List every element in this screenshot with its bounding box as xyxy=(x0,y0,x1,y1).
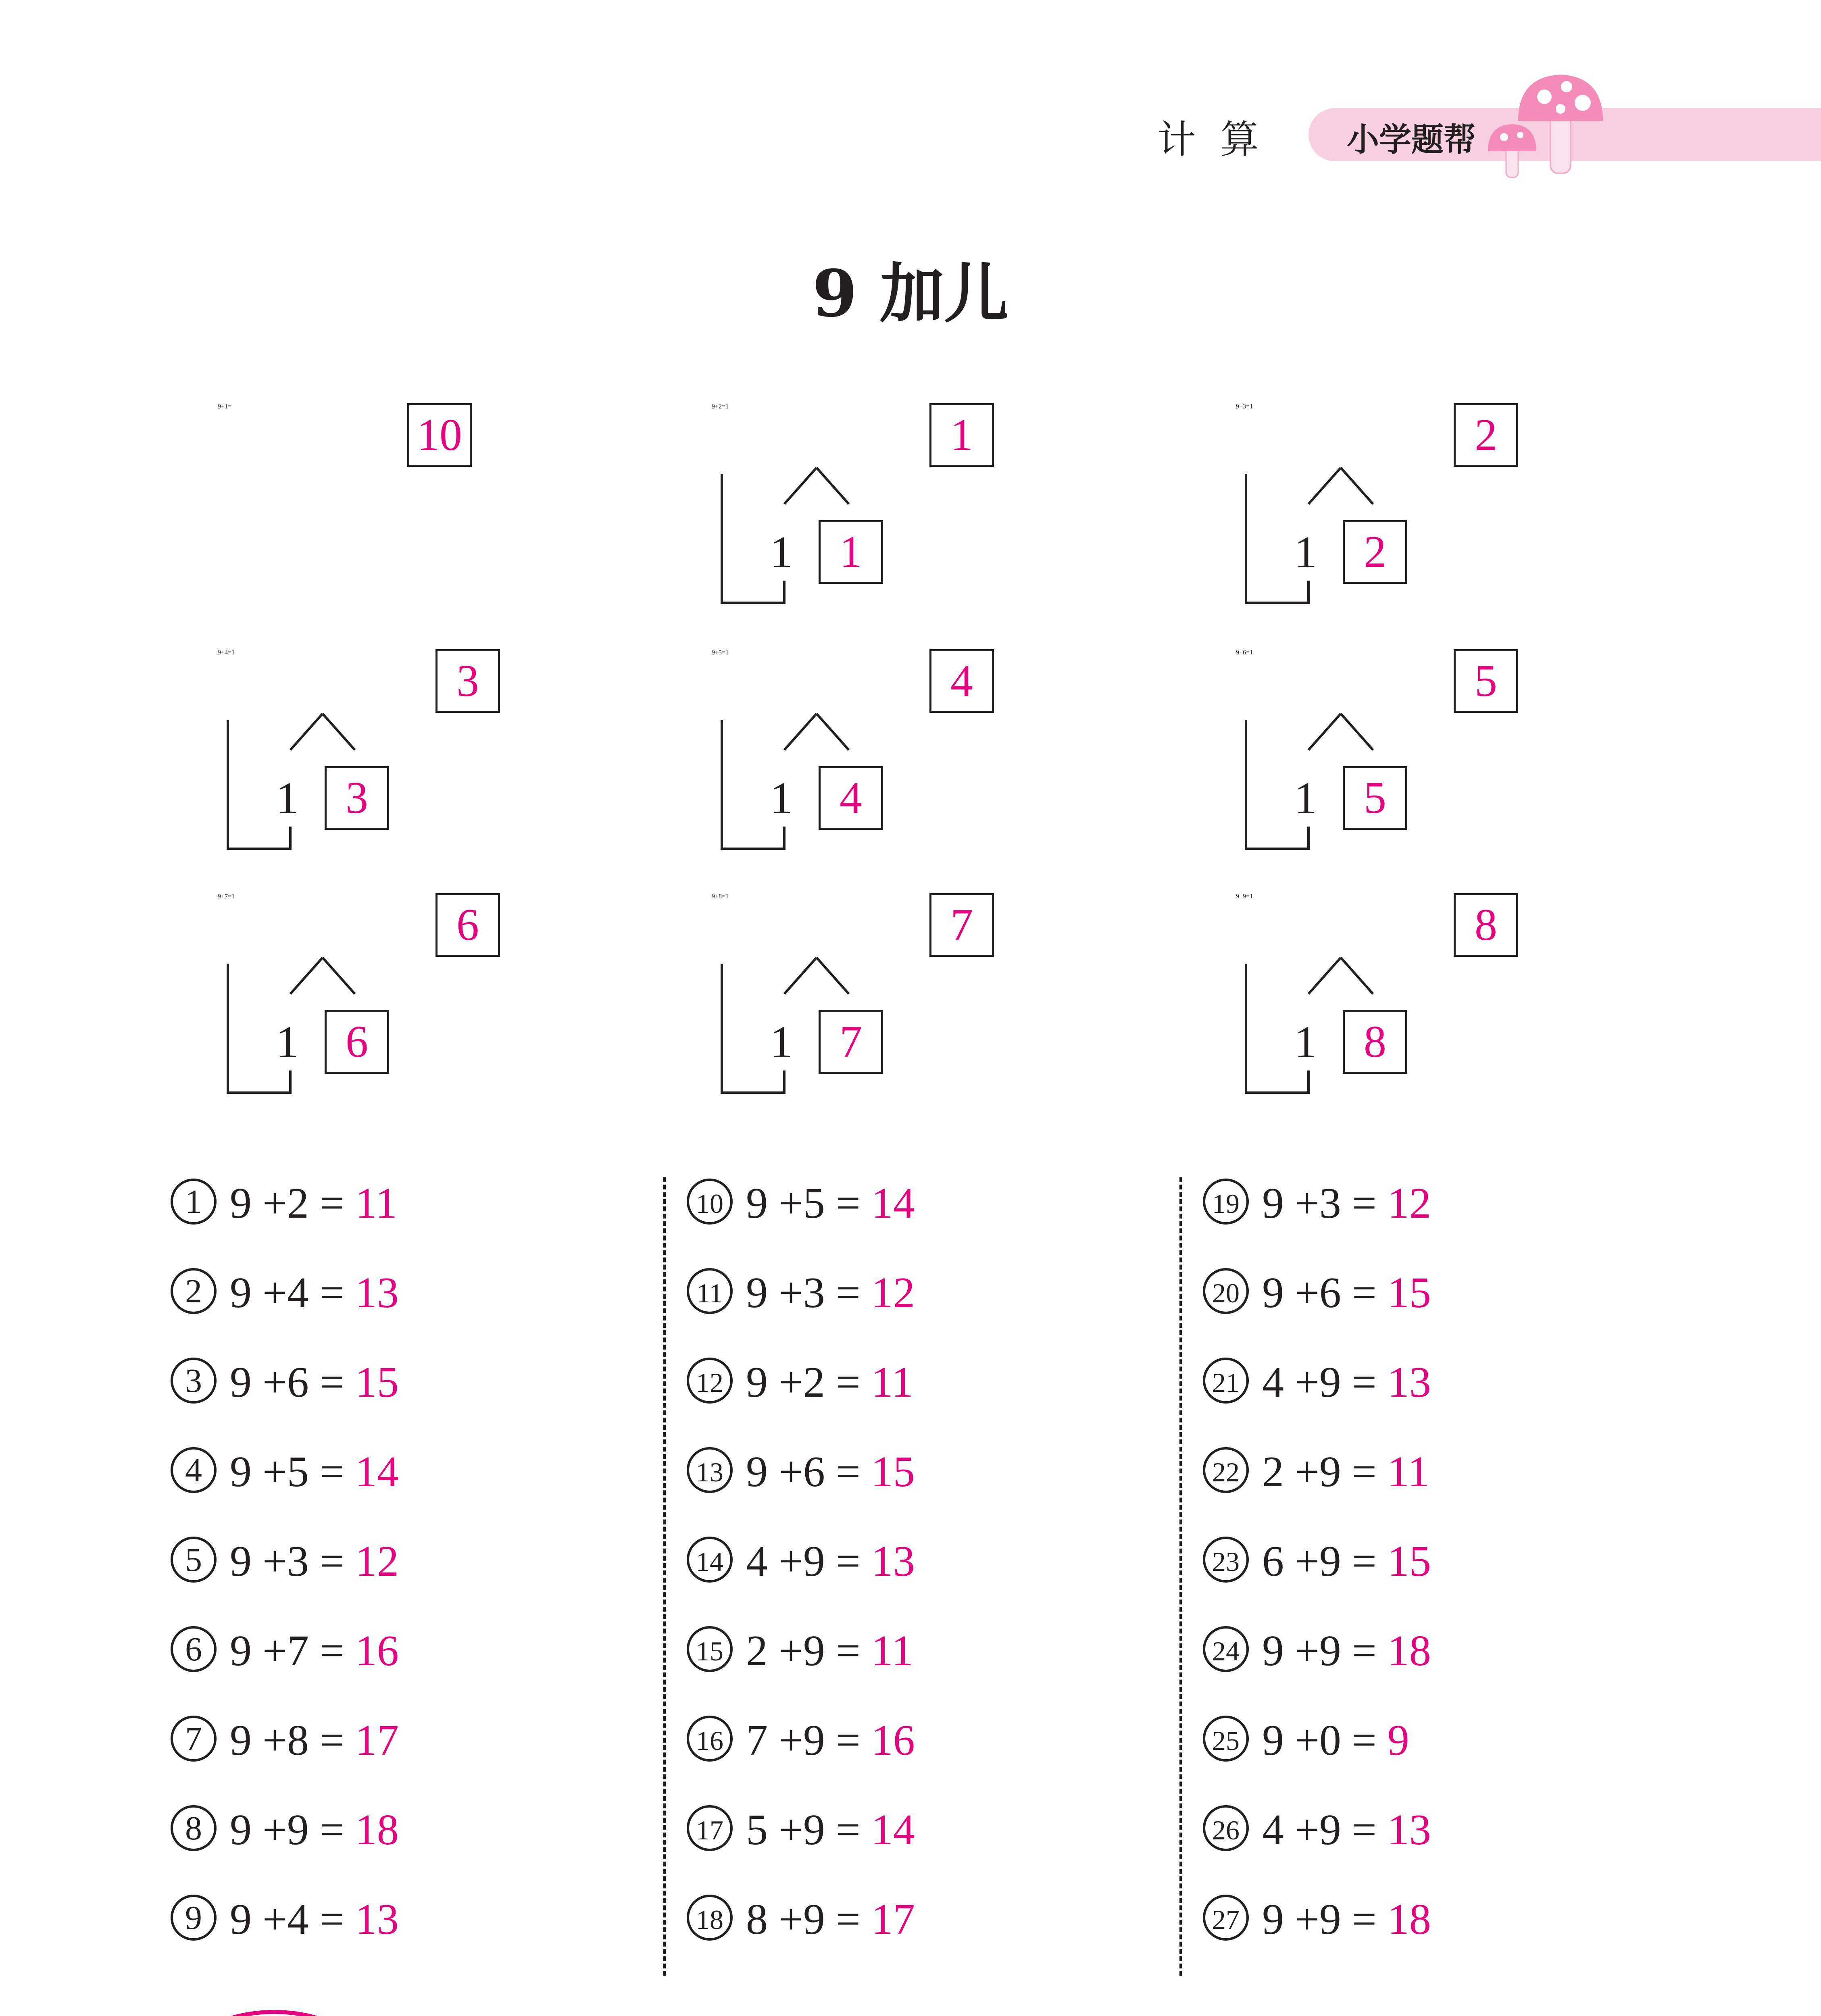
answer-box[interactable]: 10 xyxy=(407,403,472,467)
drill-expression: 9 +3 = xyxy=(230,1537,355,1585)
addend-b: 3 xyxy=(1243,403,1246,410)
item-number-circle xyxy=(1202,1625,1250,1673)
answer-box[interactable]: 2 xyxy=(1454,403,1518,467)
drill-expression: 8 +9 = xyxy=(746,1895,871,1943)
item-number-circle xyxy=(169,1267,218,1315)
item-number: 12 xyxy=(696,1367,723,1398)
drill-answer[interactable]: 14 xyxy=(871,1179,915,1227)
item-number: 8 xyxy=(185,1810,202,1847)
item-number: 5 xyxy=(185,1541,202,1579)
drill-expression: 9 +5 = xyxy=(746,1179,871,1227)
drill-answer[interactable]: 18 xyxy=(355,1806,399,1854)
plus-sign: + xyxy=(715,403,719,410)
item-number-circle xyxy=(685,1804,734,1852)
item-number-circle xyxy=(1202,1893,1250,1942)
split-one: 1 xyxy=(276,773,299,823)
drill-answer[interactable]: 17 xyxy=(355,1716,399,1764)
split-one: 1 xyxy=(1294,1017,1317,1067)
decomposition-problem xyxy=(218,893,581,1103)
item-number: 15 xyxy=(696,1636,723,1666)
drill-answer[interactable]: 13 xyxy=(1387,1358,1431,1406)
discovery-badge xyxy=(177,2000,371,2016)
item-number-circle xyxy=(169,1535,218,1584)
drill-answer[interactable]: 11 xyxy=(1387,1448,1429,1496)
split-rest-box[interactable]: 2 xyxy=(1343,520,1407,584)
answer-box[interactable]: 6 xyxy=(435,893,500,957)
addend-a: 9 xyxy=(218,893,221,900)
item-number: 3 xyxy=(185,1362,202,1400)
decomposition-problem xyxy=(218,403,581,613)
item-number-circle xyxy=(1202,1177,1250,1226)
equals-sign: = xyxy=(722,403,726,410)
drill-expression: 9 +7 = xyxy=(230,1627,355,1675)
item-number-circle xyxy=(685,1446,734,1494)
item-number: 23 xyxy=(1212,1546,1240,1577)
item-number-circle xyxy=(169,1356,218,1405)
drill-expression: 6 +9 = xyxy=(1262,1537,1388,1585)
drill-answer[interactable]: 14 xyxy=(355,1448,399,1496)
equals-sign: = xyxy=(228,893,232,900)
tens-digit: 1 xyxy=(1250,649,1253,656)
drill-answer[interactable]: 16 xyxy=(355,1627,399,1675)
tens-digit: 1 xyxy=(231,649,235,656)
split-rest-box[interactable]: 1 xyxy=(819,520,883,584)
decomposition-problem xyxy=(712,403,1075,613)
item-number: 4 xyxy=(185,1452,202,1489)
drill-expression: 9 +2 = xyxy=(746,1358,871,1406)
mushroom-icon xyxy=(1480,65,1625,181)
plus-sign: + xyxy=(1239,893,1243,900)
answer-box[interactable]: 3 xyxy=(435,649,500,713)
drill-expression: 4 +9 = xyxy=(746,1537,871,1585)
split-one: 1 xyxy=(1294,527,1317,577)
decomposition-problem xyxy=(1236,649,1599,859)
split-rest-box[interactable]: 5 xyxy=(1343,766,1407,830)
split-one: 1 xyxy=(770,1017,793,1067)
split-one: 1 xyxy=(770,527,793,577)
drill-answer[interactable]: 14 xyxy=(871,1806,915,1854)
plus-sign: + xyxy=(221,403,225,410)
drill-answer[interactable]: 11 xyxy=(355,1179,397,1227)
addend-b: 1 xyxy=(225,403,228,410)
item-number-circle xyxy=(685,1714,734,1763)
drill-expression: 5 +9 = xyxy=(746,1806,871,1854)
item-number-circle xyxy=(169,1446,218,1494)
addend-b: 6 xyxy=(1243,649,1246,656)
equals-sign: = xyxy=(1246,649,1250,656)
drill-expression: 9 +3 = xyxy=(1262,1179,1388,1227)
addend-b: 9 xyxy=(1243,893,1246,900)
decomposition-problem xyxy=(1236,403,1599,613)
drill-expression: 9 +6 = xyxy=(230,1358,355,1406)
split-rest-box[interactable]: 8 xyxy=(1343,1010,1407,1074)
addend-a: 9 xyxy=(1236,649,1239,656)
drill-answer[interactable]: 13 xyxy=(355,1895,399,1943)
drill-expression: 7 +9 = xyxy=(746,1716,871,1764)
item-number: 17 xyxy=(696,1815,723,1845)
drill-answer[interactable]: 15 xyxy=(1387,1269,1431,1317)
split-rest-box[interactable]: 6 xyxy=(325,1010,389,1074)
addend-b: 7 xyxy=(225,893,228,900)
equals-sign: = xyxy=(722,893,726,900)
addend-a: 9 xyxy=(712,403,715,410)
item-number-circle xyxy=(1202,1714,1250,1763)
item-number: 25 xyxy=(1212,1725,1240,1756)
drill-answer[interactable]: 18 xyxy=(1387,1895,1431,1943)
addend-a: 9 xyxy=(218,649,221,656)
drill-expression: 9 +9 = xyxy=(1262,1895,1388,1943)
drill-expression: 9 +4 = xyxy=(230,1269,355,1317)
drill-expression: 9 +9 = xyxy=(1262,1627,1388,1675)
addend-b: 2 xyxy=(719,403,722,410)
item-number-circle xyxy=(169,1804,218,1852)
drill-answer[interactable]: 12 xyxy=(355,1537,399,1585)
split-rest-box[interactable]: 4 xyxy=(819,766,883,830)
drill-answer[interactable]: 18 xyxy=(1387,1627,1431,1675)
drill-expression: 2 +9 = xyxy=(746,1627,871,1675)
item-number: 1 xyxy=(185,1183,202,1220)
drill-expression: 9 +9 = xyxy=(230,1806,355,1854)
item-number-circle xyxy=(685,1893,734,1942)
header-title: 计算 xyxy=(1157,117,1283,162)
item-number-circle xyxy=(685,1177,734,1226)
drill-answer[interactable]: 11 xyxy=(871,1358,913,1406)
drill-answer[interactable]: 9 xyxy=(1387,1716,1409,1764)
item-number: 14 xyxy=(696,1546,723,1577)
item-number: 27 xyxy=(1212,1904,1240,1935)
split-rest-box[interactable]: 7 xyxy=(819,1010,883,1074)
plus-sign: + xyxy=(715,649,719,656)
series-name: 小学题帮 xyxy=(1347,121,1476,158)
drill-answer[interactable]: 15 xyxy=(355,1358,399,1406)
split-one: 1 xyxy=(1294,773,1317,823)
item-number: 26 xyxy=(1212,1815,1240,1845)
item-number: 18 xyxy=(696,1904,723,1935)
drill-answer[interactable]: 11 xyxy=(871,1627,913,1675)
drill-expression: 4 +9 = xyxy=(1262,1806,1388,1854)
drill-answer[interactable]: 17 xyxy=(871,1895,915,1943)
drill-answer[interactable]: 12 xyxy=(1387,1179,1431,1227)
item-number: 20 xyxy=(1212,1278,1240,1308)
item-number: 7 xyxy=(185,1720,202,1758)
column-divider xyxy=(663,1177,666,1976)
drill-answer[interactable]: 15 xyxy=(871,1448,915,1496)
addend-a: 9 xyxy=(712,893,715,900)
drill-expression: 9 +5 = xyxy=(230,1448,355,1496)
decomposition-problem xyxy=(712,893,1075,1103)
drill-answer[interactable]: 12 xyxy=(871,1269,915,1317)
split-one: 1 xyxy=(770,773,793,823)
column-divider xyxy=(1179,1177,1182,1976)
decomposition-problem xyxy=(712,649,1075,859)
addend-b: 5 xyxy=(719,649,722,656)
plus-sign: + xyxy=(221,893,225,900)
tens-digit: 1 xyxy=(725,403,729,410)
tens-digit: 1 xyxy=(1250,893,1253,900)
item-number-circle xyxy=(685,1267,734,1315)
drill-expression: 9 +3 = xyxy=(746,1269,871,1317)
item-number: 10 xyxy=(696,1188,723,1219)
item-number: 21 xyxy=(1212,1367,1240,1398)
answer-box[interactable]: 1 xyxy=(929,403,994,467)
addend-a: 9 xyxy=(712,649,715,656)
item-number: 2 xyxy=(185,1272,202,1310)
item-number-circle xyxy=(169,1177,218,1226)
drill-answer[interactable]: 15 xyxy=(1387,1537,1431,1585)
item-number-circle xyxy=(1202,1446,1250,1494)
tens-digit: 1 xyxy=(725,893,729,900)
equals-sign: = xyxy=(722,649,726,656)
equals-sign: = xyxy=(1246,403,1250,410)
drill-answer[interactable]: 13 xyxy=(871,1537,915,1585)
drill-answer[interactable]: 13 xyxy=(355,1269,399,1317)
item-number-circle xyxy=(169,1893,218,1942)
answer-box[interactable]: 7 xyxy=(929,893,994,957)
drill-expression: 9 +2 = xyxy=(230,1179,355,1227)
item-number-circle xyxy=(1202,1267,1250,1315)
drill-expression: 2 +9 = xyxy=(1262,1448,1388,1496)
equals-sign: = xyxy=(228,403,232,410)
drill-answer[interactable]: 16 xyxy=(871,1716,915,1764)
drill-answer[interactable]: 13 xyxy=(1387,1806,1431,1854)
item-number: 13 xyxy=(696,1457,723,1487)
decomposition-problem xyxy=(1236,893,1599,1103)
tens-digit: 1 xyxy=(231,893,235,900)
plus-sign: + xyxy=(221,649,225,656)
item-number-circle xyxy=(685,1356,734,1405)
addend-a: 9 xyxy=(218,403,221,410)
split-one: 1 xyxy=(276,1017,299,1067)
decomposition-problem xyxy=(218,649,581,859)
drill-expression: 9 +6 = xyxy=(746,1448,871,1496)
equals-sign: = xyxy=(228,649,232,656)
item-number-circle xyxy=(685,1625,734,1673)
drill-expression: 4 +9 = xyxy=(1262,1358,1388,1406)
drill-expression: 9 +0 = xyxy=(1262,1716,1388,1764)
addend-a: 9 xyxy=(1236,403,1239,410)
addend-a: 9 xyxy=(1236,893,1239,900)
item-number: 9 xyxy=(185,1899,202,1937)
page-title: 9 加儿 xyxy=(812,256,1009,331)
item-number: 19 xyxy=(1212,1188,1240,1219)
item-number-circle xyxy=(1202,1535,1250,1584)
answer-box[interactable]: 5 xyxy=(1454,649,1518,713)
plus-sign: + xyxy=(1239,649,1243,656)
item-number-circle xyxy=(169,1714,218,1763)
equals-sign: = xyxy=(1246,893,1250,900)
item-number-circle xyxy=(1202,1804,1250,1852)
answer-box[interactable]: 8 xyxy=(1454,893,1518,957)
split-rest-box[interactable]: 3 xyxy=(325,766,389,830)
item-number: 24 xyxy=(1212,1636,1240,1666)
answer-box[interactable]: 4 xyxy=(929,649,994,713)
item-number-circle xyxy=(169,1625,218,1673)
plus-sign: + xyxy=(715,893,719,900)
item-number-circle xyxy=(1202,1356,1250,1405)
item-number: 16 xyxy=(696,1725,723,1756)
drill-expression: 9 +4 = xyxy=(230,1895,355,1943)
tens-digit: 1 xyxy=(1250,403,1253,410)
addend-b: 8 xyxy=(719,893,722,900)
drill-expression: 9 +8 = xyxy=(230,1716,355,1764)
plus-sign: + xyxy=(1239,403,1243,410)
tens-digit: 1 xyxy=(725,649,729,656)
item-number: 11 xyxy=(696,1278,723,1308)
item-number: 22 xyxy=(1212,1457,1240,1487)
item-number-circle xyxy=(685,1535,734,1584)
drill-expression: 9 +6 = xyxy=(1262,1269,1388,1317)
item-number: 6 xyxy=(185,1631,202,1668)
addend-b: 4 xyxy=(225,649,228,656)
